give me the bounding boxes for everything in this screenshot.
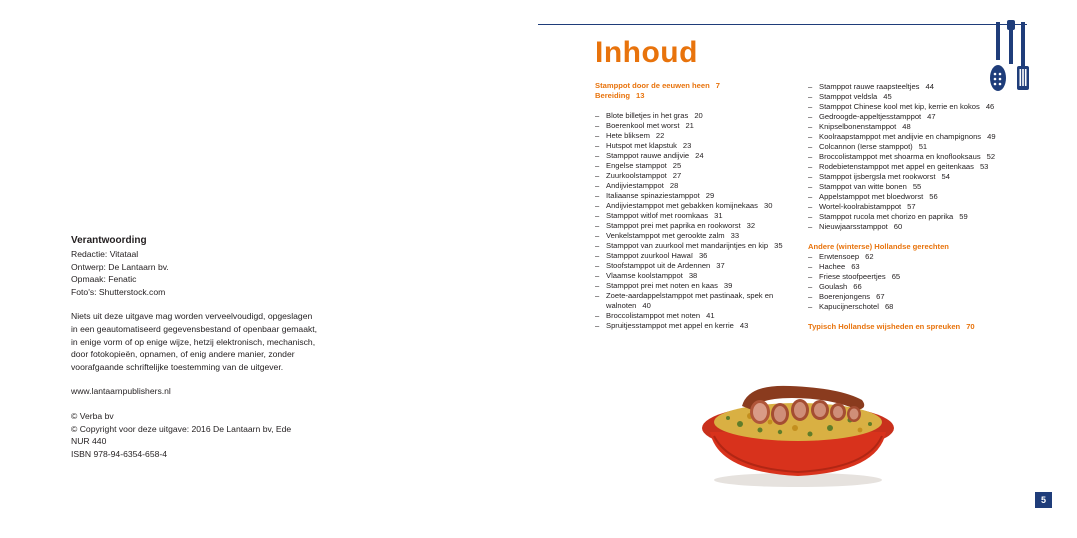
toc-entry <box>595 211 805 221</box>
toc-entry-title: Stamppot prei met paprika en rookworst <box>606 221 741 230</box>
publisher-line: NUR 440 <box>71 436 107 447</box>
toc-entry-page: 51 <box>918 142 928 151</box>
toc-entry <box>595 321 805 331</box>
toc-entry-page: 27 <box>672 171 682 180</box>
dash-bullet: – <box>595 111 600 120</box>
rights-line: in enige vorm of op enige wijze, hetzij elektronisch, mechanisch, <box>71 336 316 347</box>
toc-entry-page: 60 <box>893 222 903 231</box>
toc-entry-title: Blote billetjes in het gras <box>606 111 689 120</box>
stamppot-dish-photo <box>700 376 900 493</box>
toc-section-entry: Stamppot door de eeuwen heen 7 <box>595 81 720 90</box>
toc-entry-title: Spruitjesstamppot met appel en kerrie <box>606 321 734 330</box>
toc-entry-page: 20 <box>694 111 703 120</box>
toc-entry-page: 29 <box>705 191 715 200</box>
dash-bullet: – <box>595 211 600 220</box>
toc-entry-page: 56 <box>929 192 938 201</box>
toc-entry-title: Venkelstamppot met gerookte zalm <box>606 231 725 240</box>
dash-bullet: – <box>808 202 813 211</box>
toc-entry-title: Nieuwjaarsstamppot <box>819 222 888 231</box>
toc-entry-page: 36 <box>698 251 708 260</box>
toc-entry-title: Stamppot prei met noten en kaas <box>606 281 718 290</box>
toc-entry-page: 41 <box>706 311 715 320</box>
dash-bullet: – <box>595 241 600 250</box>
dash-bullet: – <box>595 181 600 190</box>
toc-entry <box>808 112 1028 122</box>
toc-entry <box>595 251 805 261</box>
toc-entry-page: 32 <box>746 221 756 230</box>
toc-column-1 <box>595 81 805 331</box>
colophon-heading: Verantwoording <box>71 235 147 246</box>
toc-entry-title: Stamppot van zuurkool met mandarijntjes en kip <box>606 241 769 250</box>
dash-bullet: – <box>808 102 813 111</box>
page-number: 5 <box>1035 492 1052 508</box>
toc-entry-title: Engelse stamppot <box>606 161 667 170</box>
toc-entry-page: 68 <box>884 302 894 311</box>
toc-entry-page: 25 <box>672 161 682 170</box>
toc-entry <box>808 292 1028 302</box>
dash-bullet: – <box>808 282 813 291</box>
dash-bullet: – <box>808 212 813 221</box>
toc-entry-title: Hete bliksem <box>606 131 650 140</box>
page-title: Inhoud <box>595 36 698 69</box>
dash-bullet: – <box>595 261 600 270</box>
toc-entry <box>808 282 1028 292</box>
toc-entry <box>808 82 1028 92</box>
toc-entry-page: 49 <box>987 132 996 141</box>
toc-entry <box>595 271 805 281</box>
rights-line: Niets uit deze uitgave mag worden verveelvoudigd, opgeslagen <box>71 311 313 322</box>
toc-entry-title: Stoofstamppot uit de Ardennen <box>606 261 711 270</box>
dash-bullet: – <box>808 302 813 311</box>
toc-entry-title: Broccolistamppot met noten <box>606 311 701 320</box>
toc-entry-page: 66 <box>853 282 862 291</box>
toc-entry <box>808 102 1028 112</box>
toc-entry-page: 54 <box>941 172 950 181</box>
publisher-website: www.lantaarnpublishers.nl <box>71 386 171 397</box>
toc-entry <box>595 221 805 231</box>
toc-entry <box>595 151 805 161</box>
toc-entry-title: Hachee <box>819 262 846 271</box>
toc-list <box>595 111 805 331</box>
rights-line: voorafgaande schriftelijke toestemming van de uitgever. <box>71 361 284 372</box>
toc-entry-page: 39 <box>723 281 733 290</box>
dash-bullet: – <box>808 252 813 261</box>
toc-entry-title: Stamppot rauwe raapsteeltjes <box>819 82 920 91</box>
toc-entry <box>808 202 1028 212</box>
toc-entry-title: Stamppot witlof met roomkaas <box>606 211 709 220</box>
toc-entry-page: 62 <box>865 252 874 261</box>
toc-entry-title: Kapucijnerschotel <box>819 302 879 311</box>
credit-line: Redactie: Vitataal <box>71 249 139 259</box>
dash-bullet: – <box>808 142 813 151</box>
dash-bullet: – <box>808 132 813 141</box>
toc-entry-page: 44 <box>925 82 934 91</box>
dash-bullet: – <box>595 271 600 280</box>
toc-entry <box>808 152 1028 162</box>
credit-line: Opmaak: Fenatic <box>71 274 137 285</box>
toc-entry <box>808 212 1028 222</box>
toc-entry-title: Wortel-koolrabistamppot <box>819 202 902 211</box>
toc-entry-page: 65 <box>891 272 901 281</box>
toc-entry-title: Stamppot ijsbergsla met rookworst <box>819 172 936 181</box>
toc-entry <box>808 132 1028 142</box>
toc-entry-title: walnoten <box>606 301 637 310</box>
colophon <box>71 234 341 460</box>
dash-bullet: – <box>595 221 600 230</box>
dash-bullet: – <box>808 182 813 191</box>
toc-entry-page: 24 <box>695 151 704 160</box>
toc-entry <box>595 181 805 191</box>
toc-entry <box>595 131 805 141</box>
dash-bullet: – <box>595 171 600 180</box>
dash-bullet: – <box>808 162 813 171</box>
toc-section-entry: Typisch Hollandse wijsheden en spreuken 70 <box>808 322 975 331</box>
toc-entry-page: 37 <box>716 261 725 270</box>
toc-entry <box>595 121 805 131</box>
toc-entry <box>808 142 1028 152</box>
dash-bullet: – <box>595 251 600 260</box>
dash-bullet: – <box>595 131 600 140</box>
toc-entry-title: Andijviestamppot <box>606 181 664 190</box>
publisher-line: ISBN 978-94-6354-658-4 <box>71 448 168 459</box>
toc-entry-page: 33 <box>730 231 740 240</box>
dash-bullet: – <box>595 231 600 240</box>
toc-entry-page: 21 <box>685 121 694 130</box>
toc-entry-page: 43 <box>739 321 749 330</box>
toc-entry <box>595 171 805 181</box>
toc-entry <box>808 262 1028 272</box>
rights-line: door fotokopieën, opnamen, of enig andere manier, zonder <box>71 349 295 360</box>
toc-entry <box>808 192 1028 202</box>
dash-bullet: – <box>595 121 600 130</box>
toc-entry-page: 55 <box>912 182 922 191</box>
toc-entry-title: Rodebietenstamppot met appel en geitenkaas <box>819 162 974 171</box>
toc-entry <box>808 172 1028 182</box>
toc-entry <box>595 261 805 271</box>
toc-entry-page: 57 <box>907 202 916 211</box>
dash-bullet: – <box>595 161 600 170</box>
toc-entry <box>808 162 1028 172</box>
toc-entry <box>808 302 1028 312</box>
toc-entry-page: 59 <box>959 212 968 221</box>
dash-bullet: – <box>595 141 600 150</box>
dash-bullet: – <box>808 292 813 301</box>
toc-entry-title: Stamppot rauwe andijvie <box>606 151 690 160</box>
toc-entry-title: Stamppot veldsla <box>819 92 878 101</box>
toc-entry-title: Stamppot van witte bonen <box>819 182 907 191</box>
toc-entry <box>595 201 805 211</box>
toc-entry <box>595 141 805 151</box>
credit-line: Ontwerp: De Lantaarn bv. <box>71 261 169 272</box>
toc-entry <box>808 92 1028 102</box>
dash-bullet: – <box>808 222 813 231</box>
toc-entry <box>595 161 805 171</box>
toc-entry-page: 52 <box>986 152 996 161</box>
toc-entry-page: 53 <box>979 162 989 171</box>
dash-bullet: – <box>808 262 813 271</box>
toc-entry-page: 35 <box>774 241 783 250</box>
publisher-line: © Verba bv <box>71 410 114 421</box>
toc-entry-title: Gedroogde-appeltjesstamppot <box>819 112 922 121</box>
dash-bullet: – <box>808 112 813 121</box>
dash-bullet: – <box>595 281 600 290</box>
toc-entry-page: 63 <box>851 262 860 271</box>
toc-section-heading: Andere (winterse) Hollandse gerechten <box>808 242 949 251</box>
dash-bullet: – <box>808 92 813 101</box>
toc-entry-title: Friese stoofpeertjes <box>819 272 886 281</box>
toc-entry-title: Andijviestamppot met gebakken komijnekaas <box>606 201 758 210</box>
toc-entry-title: Appelstamppot met bloedworst <box>819 192 924 201</box>
toc-entry-page: 31 <box>714 211 723 220</box>
toc-entry <box>595 241 805 251</box>
credit-line: Foto's: Shutterstock.com <box>71 286 166 297</box>
toc-section-entry: Bereiding 13 <box>595 91 645 100</box>
dash-bullet: – <box>808 272 813 281</box>
toc-entry-title: Stamppot zuurkool Hawaï <box>606 251 693 260</box>
toc-entry-title: Koolraapstamppot met andijvie en champignons <box>819 132 982 141</box>
toc-entry-page: 30 <box>763 201 773 210</box>
toc-entry <box>595 281 805 291</box>
toc-entry-title: Boerenkool met worst <box>606 121 680 130</box>
toc-entry-title: Broccolistamppot met shoarma en knoflooksaus <box>819 152 981 161</box>
toc-entry <box>595 191 805 201</box>
toc-entry <box>595 301 805 311</box>
toc-entry-page: 46 <box>985 102 995 111</box>
toc-entry <box>595 311 805 321</box>
toc-list <box>808 252 1028 312</box>
toc-column-2 <box>808 82 1028 332</box>
toc-entry-title: Colcannon (Ierse stamppot) <box>819 142 913 151</box>
toc-entry-page: 28 <box>669 181 679 190</box>
dash-bullet: – <box>595 291 600 300</box>
toc-entry-page: 48 <box>902 122 911 131</box>
dash-bullet: – <box>595 201 600 210</box>
toc-entry-title: Vlaamse koolstamppot <box>606 271 683 280</box>
publisher-line: © Copyright voor deze uitgave: 2016 De Lantaarn bv, Ede <box>71 423 292 434</box>
toc-entry-title: Knipselbonenstamppot <box>819 122 897 131</box>
toc-list <box>808 82 1028 232</box>
toc-entry-title: Zuurkoolstamppot <box>606 171 667 180</box>
toc-entry-page: 22 <box>655 131 665 140</box>
toc-entry-title: Goulash <box>819 282 848 291</box>
toc-entry-title: Stamppot rucola met chorizo en paprika <box>819 212 954 221</box>
dash-bullet: – <box>808 152 813 161</box>
rights-line: in een geautomatiseerd gegevensbestand of openbaar gemaakt, <box>71 323 318 334</box>
header-rule <box>538 24 1027 25</box>
dash-bullet: – <box>808 122 813 131</box>
toc-entry <box>808 182 1028 192</box>
dash-bullet: – <box>808 192 813 201</box>
toc-entry-title: Hutspot met klapstuk <box>606 141 677 150</box>
toc-entry-page: 40 <box>642 301 651 310</box>
dash-bullet: – <box>808 172 813 181</box>
toc-entry-page: 45 <box>883 92 892 101</box>
dash-bullet: – <box>595 151 600 160</box>
toc-entry <box>808 272 1028 282</box>
toc-entry <box>595 291 805 301</box>
toc-entry <box>808 222 1028 232</box>
dash-bullet: – <box>808 82 813 91</box>
toc-entry <box>595 231 805 241</box>
dash-bullet: – <box>595 191 600 200</box>
toc-entry-page: 47 <box>927 112 936 121</box>
toc-entry-title: Erwtensoep <box>819 252 860 261</box>
toc-entry <box>808 252 1028 262</box>
toc-entry-title: Italiaanse spinaziestamppot <box>606 191 700 200</box>
toc-entry-page: 38 <box>688 271 698 280</box>
toc-entry-title: Zoete-aardappelstamppot met pastinaak, spek en <box>606 291 774 300</box>
toc-entry-page: 67 <box>876 292 885 301</box>
toc-entry <box>595 111 805 121</box>
toc-entry-title: Boerenjongens <box>819 292 871 301</box>
toc-entry-page: 23 <box>682 141 692 150</box>
dash-bullet: – <box>595 311 600 320</box>
toc-entry <box>808 122 1028 132</box>
dash-bullet: – <box>595 321 600 330</box>
toc-entry-title: Stamppot Chinese kool met kip, kerrie en kokos <box>819 102 980 111</box>
